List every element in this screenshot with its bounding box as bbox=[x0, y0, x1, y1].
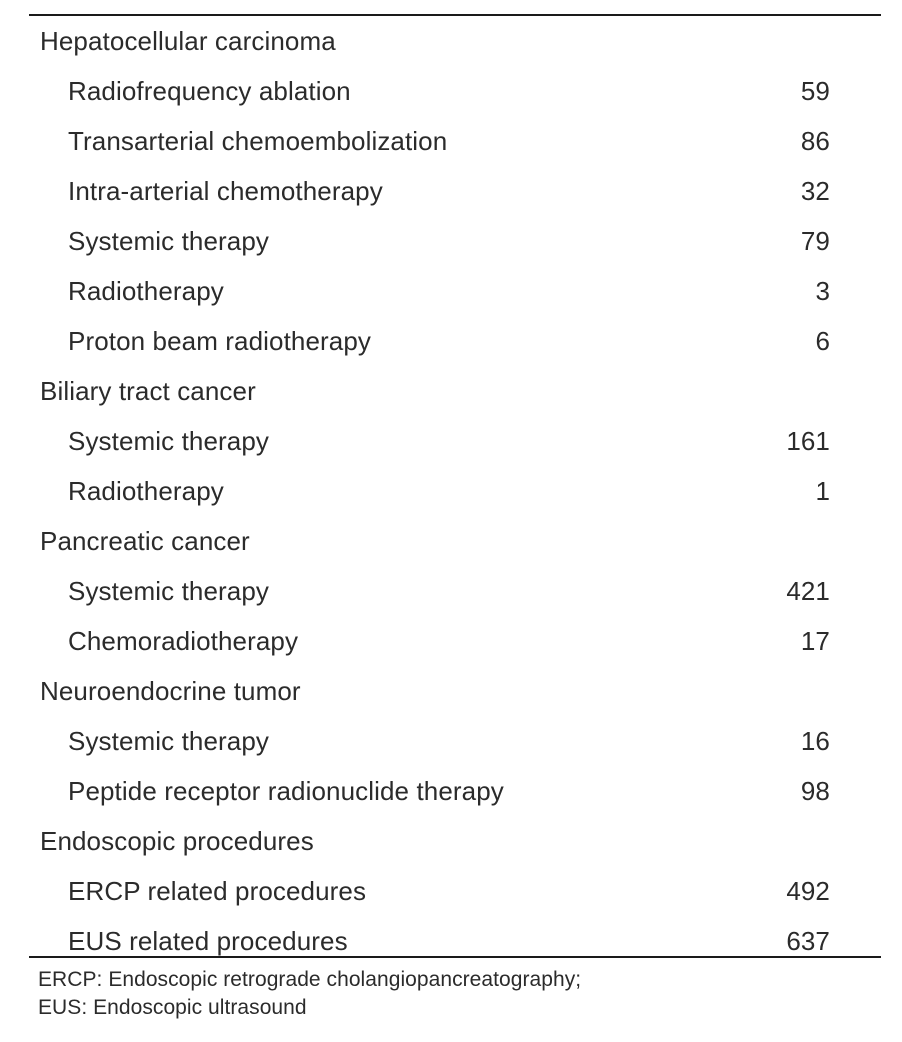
row-label: ERCP related procedures bbox=[68, 876, 367, 906]
row-value: 637 bbox=[786, 926, 830, 956]
table-row bbox=[0, 866, 902, 916]
table-row bbox=[0, 716, 902, 766]
row-label: Radiotherapy bbox=[68, 476, 224, 506]
table-row bbox=[0, 166, 902, 216]
row-value: 79 bbox=[800, 226, 830, 256]
row-value: 32 bbox=[800, 176, 830, 206]
footnote-line: ERCP: Endoscopic retrograde cholangiopancreatography; bbox=[38, 968, 582, 991]
row-label: Systemic therapy bbox=[68, 426, 270, 456]
row-value: 6 bbox=[815, 326, 830, 356]
row-label: Chemoradiotherapy bbox=[68, 626, 299, 656]
row-label: Intra-arterial chemotherapy bbox=[68, 176, 383, 206]
table-bottom-rule bbox=[29, 956, 881, 958]
row-value: 59 bbox=[800, 76, 830, 106]
row-value: 17 bbox=[800, 626, 830, 656]
table-row bbox=[0, 266, 902, 316]
row-value: 3 bbox=[815, 276, 830, 306]
table-group-row bbox=[0, 366, 902, 416]
table-row bbox=[0, 566, 902, 616]
row-label: Transarterial chemoembolization bbox=[68, 126, 448, 156]
row-value: 492 bbox=[786, 876, 830, 906]
group-label: Hepatocellular carcinoma bbox=[40, 26, 336, 56]
group-label: Endoscopic procedures bbox=[40, 826, 314, 856]
table-row bbox=[0, 766, 902, 816]
table-row bbox=[0, 66, 902, 116]
group-label: Neuroendocrine tumor bbox=[40, 676, 301, 706]
row-label: Radiofrequency ablation bbox=[68, 76, 351, 106]
row-value: 1 bbox=[815, 476, 830, 506]
footnote-line: EUS: Endoscopic ultrasound bbox=[38, 996, 307, 1019]
row-value: 98 bbox=[800, 776, 830, 806]
row-label: Radiotherapy bbox=[68, 276, 224, 306]
row-value: 86 bbox=[800, 126, 830, 156]
row-label: Systemic therapy bbox=[68, 726, 270, 756]
table-row bbox=[0, 216, 902, 266]
table-group-row bbox=[0, 16, 902, 66]
row-value: 16 bbox=[800, 726, 830, 756]
table-group-row bbox=[0, 516, 902, 566]
row-label: Systemic therapy bbox=[68, 226, 270, 256]
table-row bbox=[0, 616, 902, 666]
row-label: Peptide receptor radionuclide therapy bbox=[68, 776, 504, 806]
row-label: Systemic therapy bbox=[68, 576, 270, 606]
table-group-row bbox=[0, 816, 902, 866]
table-row bbox=[0, 416, 902, 466]
table-row bbox=[0, 116, 902, 166]
table-row bbox=[0, 466, 902, 516]
table-body bbox=[0, 16, 902, 966]
group-label: Biliary tract cancer bbox=[40, 376, 256, 406]
row-label: EUS related procedures bbox=[68, 926, 348, 956]
table-group-row bbox=[0, 666, 902, 716]
row-value: 421 bbox=[786, 576, 830, 606]
row-label: Proton beam radiotherapy bbox=[68, 326, 372, 356]
row-value: 161 bbox=[786, 426, 830, 456]
group-label: Pancreatic cancer bbox=[40, 526, 250, 556]
table-row bbox=[0, 916, 902, 966]
table-row bbox=[0, 316, 902, 366]
table-footnote bbox=[38, 966, 581, 1022]
